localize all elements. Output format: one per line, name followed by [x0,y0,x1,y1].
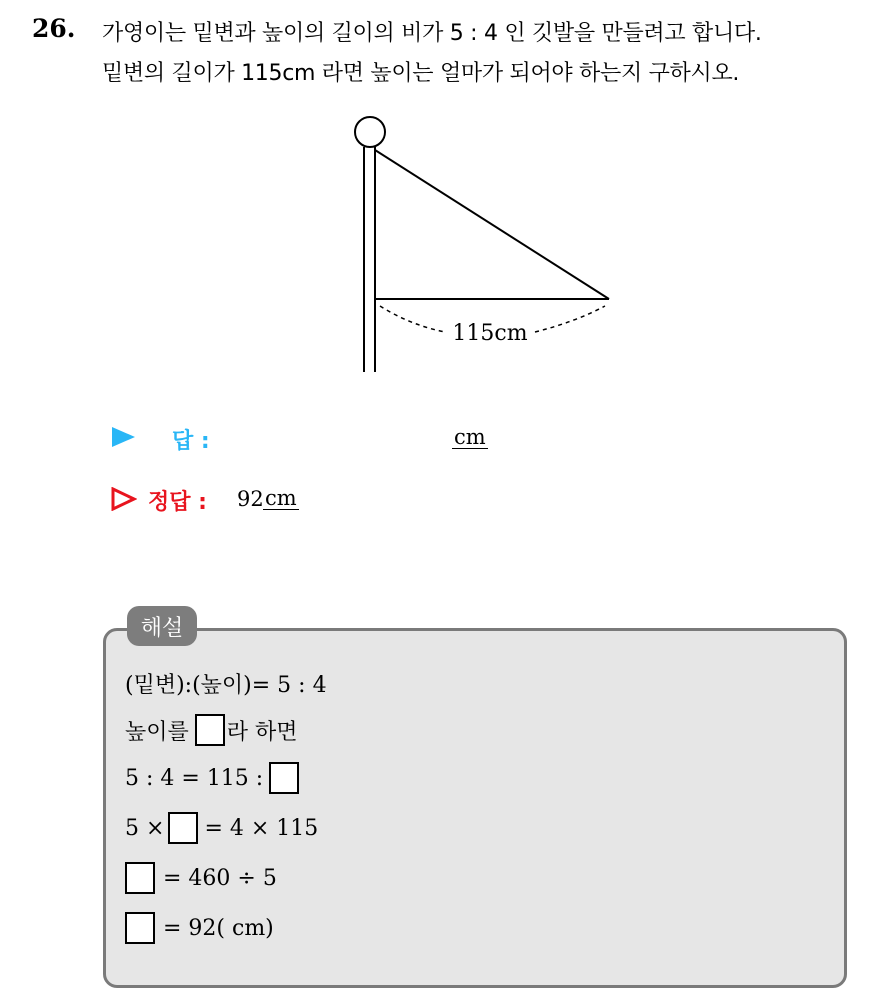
flag-figure [330,110,630,380]
solution-line-3 [125,762,299,794]
base-length-label: 115cm [452,321,528,346]
base-dimension-left [380,306,445,332]
solution-let-text: 높이를 [125,719,189,745]
unknown-box [168,812,198,844]
unknown-box [125,912,155,944]
question-number: 26. [32,14,76,43]
correct-unit: cm [265,486,297,510]
base-dimension-right [535,306,605,332]
pole-top-ball [355,117,385,147]
unknown-box [269,762,299,794]
unknown-box [195,714,225,746]
unknown-box [125,862,155,894]
solution-tab: 해설 [127,606,197,646]
question-text-line-1: 가영이는 밑변과 높이의 길이의 비가 5 : 4 인 깃발을 만들려고 합니다. [102,21,762,46]
answer-unit: cm [454,425,486,449]
solution-result: = 92( cm) [163,915,274,941]
flag-hypotenuse [375,150,609,299]
solution-line-6 [125,912,274,944]
solution-let-suffix: 라 하면 [226,719,298,745]
solution-product-right: = 4 × 115 [204,815,319,841]
answer-arrow-icon [111,426,137,448]
solution-ratio-text: (밑변):(높이)= 5 : 4 [125,673,327,698]
solution-product-left: 5 × [125,815,165,841]
correct-arrow-icon [111,487,137,511]
correct-value: 92 [237,487,264,511]
solution-proportion: 5 : 4 = 115 : [125,765,264,791]
question-text-line-2: 밑변의 길이가 115cm 라면 높이는 얼마가 되어야 하는지 구하시오. [102,61,740,86]
solution-line-5 [125,862,277,894]
answer-label: 답 : [172,429,210,454]
solution-line-2 [125,714,298,746]
correct-label: 정답 : [148,490,207,515]
solution-line-4 [125,812,318,844]
solution-division: = 460 ÷ 5 [163,865,277,891]
solution-line-1 [125,668,327,699]
